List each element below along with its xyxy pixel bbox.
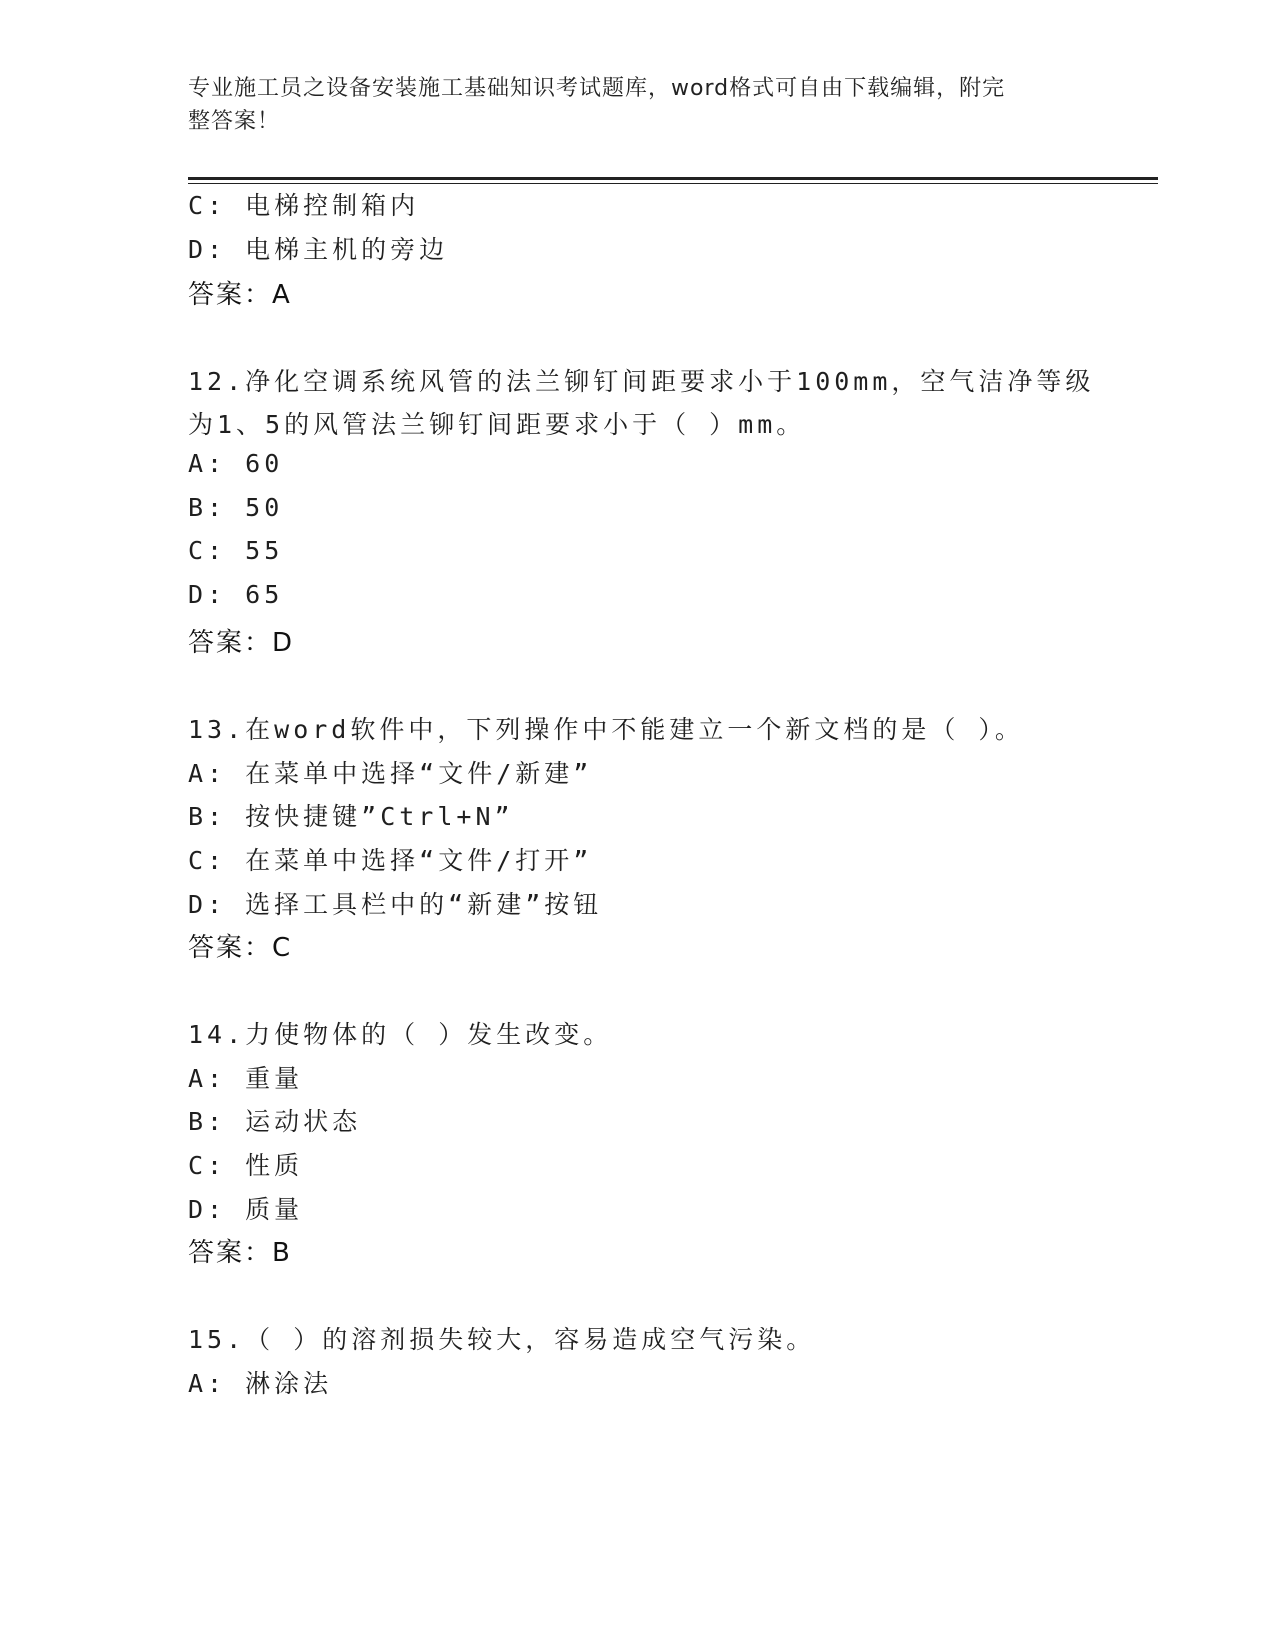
q12-option-a: A: 60 [188, 449, 284, 478]
q12-answer: 答案：D [188, 628, 295, 658]
q13-stem: 13.在word软件中，下列操作中不能建立一个新文档的是（ ）。 [188, 715, 1024, 744]
header-divider-thick [188, 177, 1158, 180]
q13-option-d: D: 选择工具栏中的“新建”按钮 [188, 890, 603, 919]
q14-option-b: B: 运动状态 [188, 1107, 362, 1136]
q14-option-d: D: 质量 [188, 1195, 304, 1224]
q12-stem-line-1: 12.净化空调系统风管的法兰铆钉间距要求小于100mm，空气洁净等级 [188, 367, 1095, 396]
q13-option-c: C: 在菜单中选择“文件/打开” [188, 846, 593, 875]
header-line-2: 整答案！ [188, 109, 281, 134]
q14-answer: 答案：B [188, 1238, 292, 1268]
document-header [188, 72, 1068, 138]
q12-stem-line-2: 为1、5的风管法兰铆钉间距要求小于（ ）mm。 [188, 410, 806, 439]
q12-option-b: B: 50 [188, 493, 284, 522]
header-divider-thin [188, 183, 1158, 184]
q15-stem: 15.（ ）的溶剂损失较大，容易造成空气污染。 [188, 1325, 816, 1354]
q14-option-a: A: 重量 [188, 1064, 304, 1093]
prev-answer: 答案：A [188, 280, 292, 310]
q13-option-a: A: 在菜单中选择“文件/新建” [188, 759, 593, 788]
q12-option-c: C: 55 [188, 536, 284, 565]
prev-option-c: C: 电梯控制箱内 [188, 191, 420, 220]
q14-option-c: C: 性质 [188, 1151, 304, 1180]
q13-option-b: B: 按快捷键”Ctrl+N” [188, 802, 514, 831]
q15-option-a: A: 淋涂法 [188, 1369, 333, 1398]
q13-answer: 答案：C [188, 933, 293, 963]
prev-option-d: D: 电梯主机的旁边 [188, 235, 449, 264]
q12-option-d: D: 65 [188, 580, 284, 609]
header-line-1: 专业施工员之设备安装施工基础知识考试题库，word格式可自由下载编辑，附完 [188, 76, 1006, 101]
q14-stem: 14.力使物体的（ ）发生改变。 [188, 1020, 613, 1049]
